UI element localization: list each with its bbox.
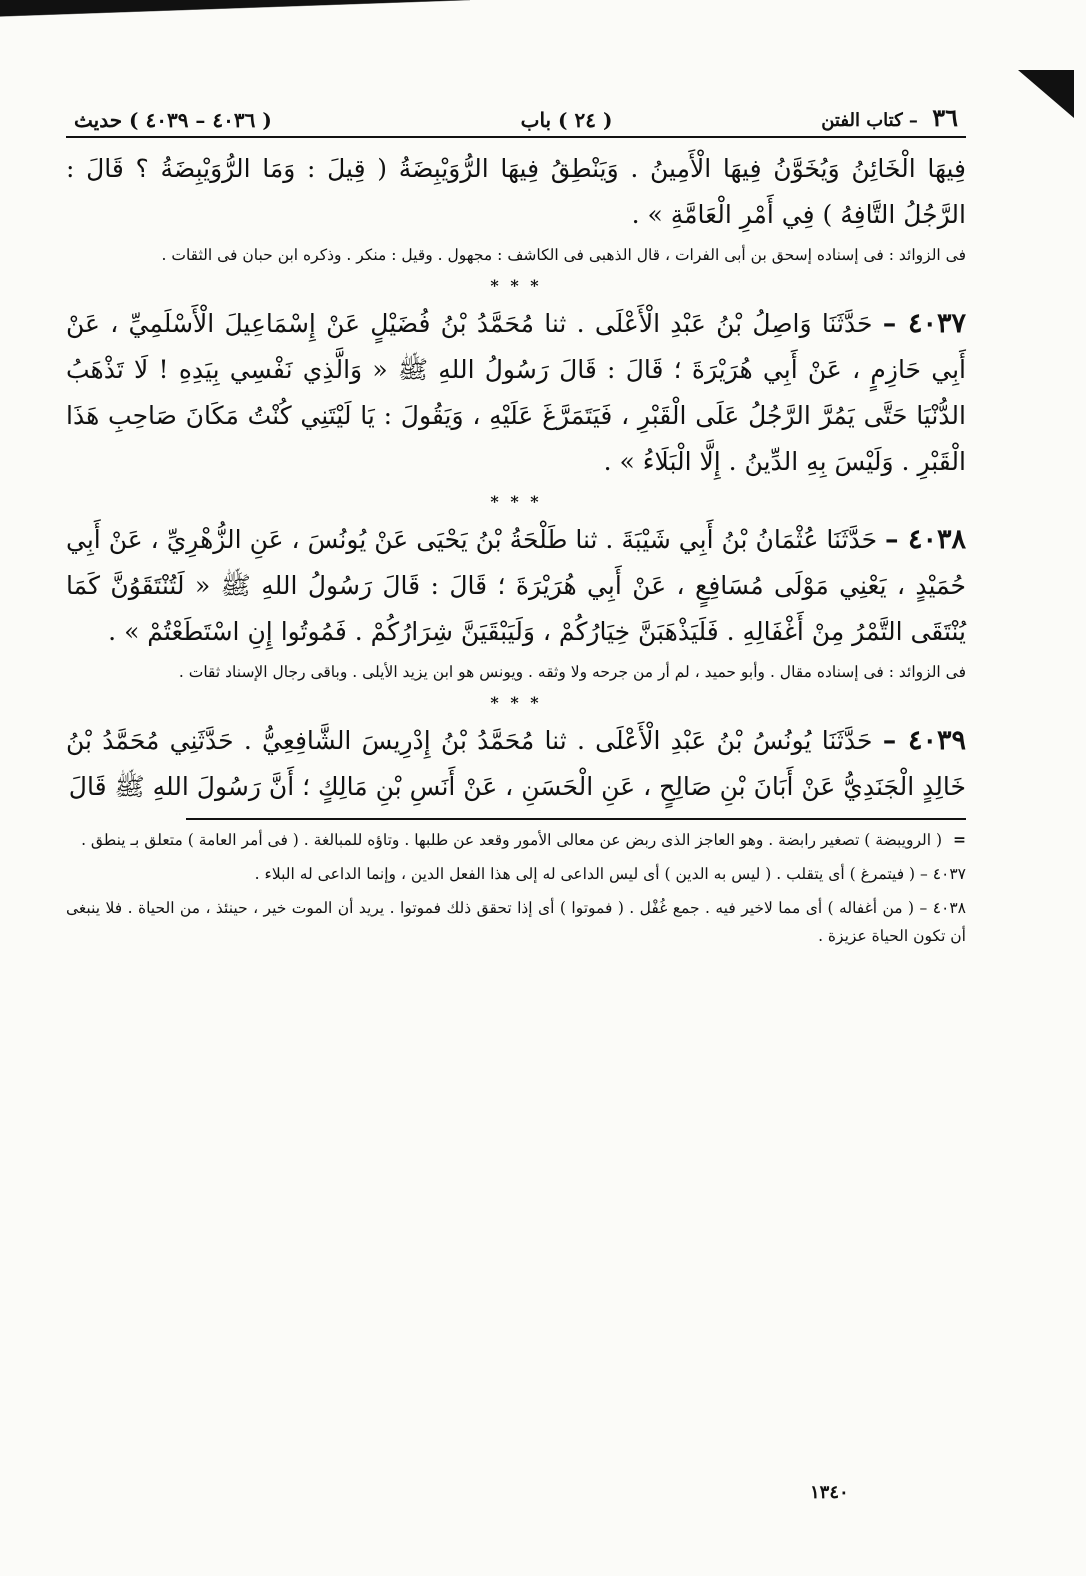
hadith-number: ٤٠٣٩ –: [882, 725, 967, 756]
hadith-4037: [66, 301, 966, 485]
footnote-rwaybida: [66, 826, 966, 854]
scan-shadow-top: [0, 0, 470, 26]
hadith-4039: [66, 718, 966, 810]
header-book: [821, 103, 958, 132]
footnote-4038: ٤٠٣٨ – ( من أغفاله ) أى مما لاخير فيه . جمع غُفْل . ( فموتوا ) أى إذا تحقق ذلك فموتوا . يريد أن الموت خير ، حينئذ ، من الحياة . فلا ينبغى أن تكون الحياة عزيزة .: [66, 899, 966, 945]
page: [66, 92, 966, 950]
hadith-text: حَدَّثَنَا عُثْمَانُ بْنُ أَبِي شَيْبَةَ . ثنا طَلْحَةُ بْنُ يَحْيَى عَنْ يُونُسَ ، عَنِ الزُّهْرِيِّ ، عَنْ أَبِي حُمَيْدٍ ، يَعْنِي مَوْلَى مُسَافِعٍ ، عَنْ أَبِي هُرَيْرَةَ ؛ قَالَ : قَالَ رَسُولُ اللهِ ﷺ « لَتُنْتَقَوُنَّ كَمَا يُنْتَقَى التَّمْرُ مِنْ أَغْفَالِهِ . فَلَيَذْهَبَنَّ خِيَارُكُمْ ، وَلَيَبْقَيَنَّ شِرَارُكُمْ . فَمُوتُوا إِنِ اسْتَطَعْتُمْ » .: [66, 525, 966, 646]
footnote-separator: [186, 818, 966, 820]
running-header: [66, 92, 966, 138]
scan-shadow-right: [1018, 70, 1074, 118]
hadith-number: ٤٠٣٧ –: [882, 308, 967, 339]
header-hadith-range: ( ٤٠٣٦ – ٤٠٣٩ ) حديث: [74, 108, 272, 132]
footnote-text: ( الرويبضة ) تصغير رابضة . وهو العاجز الذى ربض عن معالى الأمور وقعد عن طلبها . وتاؤه للمبالغة . ( فى أمر العامة ) متعلق بـ ينطق .: [81, 831, 943, 849]
hadith-text: حَدَّثَنَا وَاصِلُ بْنُ عَبْدِ الْأَعْلَى . ثنا مُحَمَّدُ بْنُ فُضَيْلٍ عَنْ إِسْمَاعِيلَ الْأَسْلَمِيِّ ، عَنْ أَبِي حَازِمٍ ، عَنْ أَبِي هُرَيْرَةَ ؛ قَالَ : قَالَ رَسُولُ اللهِ ﷺ « وَالَّذِي نَفْسِي بِيَدِهِ ! لَا تَذْهَبُ الدُّنْيَا حَتَّى يَمُرَّ الرَّجُلُ عَلَى الْقَبْرِ ، فَيَتَمَرَّغَ عَلَيْهِ ، وَيَقُولَ : يَا لَيْتَنِي كُنْتُ مَكَانَ صَاحِبِ هَذَا الْقَبْرِ . وَلَيْسَ بِهِ الدِّينُ . إِلَّا الْبَلَاءُ » .: [66, 309, 966, 476]
page-number: ١٣٤٠: [810, 1482, 849, 1503]
header-book-title: – كتاب الفتن: [821, 110, 918, 131]
header-bab: ( ٢٤ ) باب: [520, 108, 613, 132]
separator-stars: * * *: [490, 276, 542, 295]
zawaid-note-2: فى الزوائد : فى إسناده مقال . وأبو حميد ، لم أر من جرحه ولا وثقه . ويونس هو ابن يزيد الأيلى . وباقى رجال الإسناد ثقات .: [178, 663, 966, 681]
separator-stars: * * *: [490, 693, 542, 712]
separator-stars: * * *: [490, 492, 542, 511]
continuation-mark: =: [953, 830, 966, 849]
hadith-4038: [66, 517, 966, 655]
zawaid-note-1: فى الزوائد : فى إسناده إسحق بن أبى الفرات ، قال الذهبى فى الكاشف : مجهول . وقيل : منكر . وذكره ابن حبان فى الثقات .: [161, 246, 966, 264]
hadith-continuation: فِيهَا الْخَائِنُ وَيُخَوَّنُ فِيهَا الْأَمِينُ . وَيَنْطِقُ فِيهَا الرُّوَيْبِضَةُ ( قِيلَ : وَمَا الرُّوَيْبِضَةُ ؟ قَالَ : الرَّجُلُ التَّافِهُ ) فِي أَمْرِ الْعَامَّةِ » .: [66, 154, 966, 229]
header-page-number: ٣٦: [932, 103, 958, 132]
hadith-text: حَدَّثَنَا يُونُسُ بْنُ عَبْدِ الْأَعْلَى . ثنا مُحَمَّدُ بْنُ إِدْرِيسَ الشَّافِعِيُّ . حَدَّثَنِي مُحَمَّدُ بْنُ خَالِدٍ الْجَنَدِيُّ عَنْ أَبَانَ بْنِ صَالِحٍ ، عَنِ الْحَسَنِ ، عَنْ أَنَسِ بْنِ مَالِكٍ ؛ أَنَّ رَسُولَ اللهِ ﷺ قَالَ: [66, 726, 966, 801]
footnote-4037: ٤٠٣٧ – ( فيتمرغ ) أى يتقلب . ( ليس به الدين ) أى ليس الداعى له إلى هذا الفعل الدين ، وإنما الداعى له البلاء .: [254, 865, 966, 883]
hadith-number: ٤٠٣٨ –: [885, 524, 966, 555]
